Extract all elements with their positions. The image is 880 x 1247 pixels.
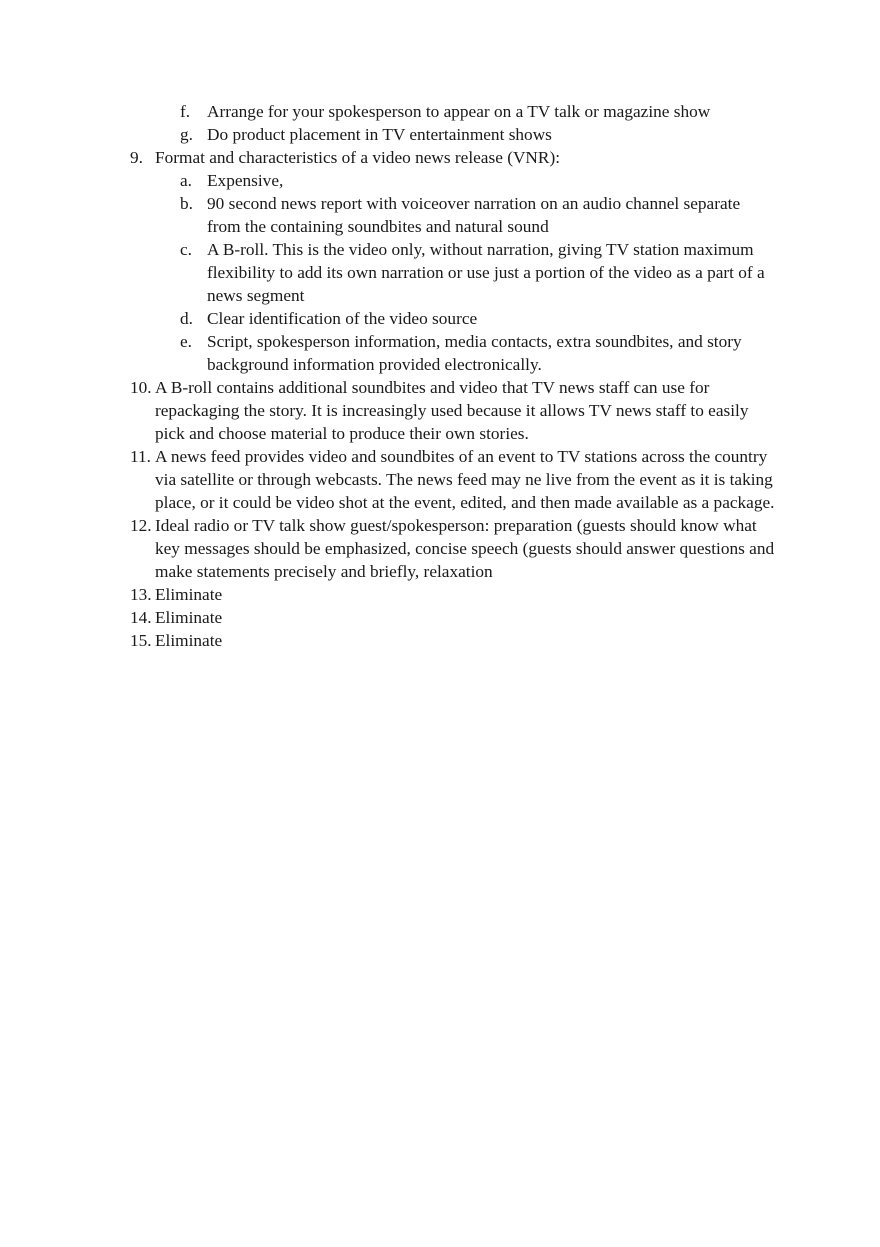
list-marker: 13.	[130, 585, 152, 604]
list-item-9b	[0, 192, 775, 238]
list-marker: e.	[180, 332, 192, 351]
list-item-text: Script, spokesperson information, media contacts, extra soundbites, and story background information provided electronically.	[207, 332, 742, 374]
list-item-10	[0, 376, 775, 445]
list-item-text: A B-roll. This is the video only, without narration, giving TV station maximum flexibility to add its own narration or use just a portion of the video as a part of a news segment	[207, 240, 765, 305]
list-item-f	[0, 100, 775, 123]
list-marker: d.	[180, 309, 193, 328]
list-marker: 10.	[130, 378, 152, 397]
list-item-9a	[0, 169, 775, 192]
list-marker: 14.	[130, 608, 152, 627]
list-marker: 9.	[130, 148, 143, 167]
list-item-text: Eliminate	[155, 585, 223, 604]
list-item-text: Arrange for your spokesperson to appear on a TV talk or magazine show	[207, 102, 711, 121]
list-item-14	[0, 606, 775, 629]
list-item-11	[0, 445, 775, 514]
list-item-9e	[0, 330, 775, 376]
list-item-text: Ideal radio or TV talk show guest/spokesperson: preparation (guests should know what key messages should be emphasized, concise speech (guests should answer questions and make statements precisely and briefly, relaxation	[155, 516, 775, 581]
list-item-g	[0, 123, 775, 146]
list-item-text: Do product placement in TV entertainment shows	[207, 125, 552, 144]
list-item-text: A news feed provides video and soundbites of an event to TV stations across the country via satellite or through webcasts. The news feed may ne live from the event as it is taking place, or it could be video shot at the event, edited, and then made available as a package.	[155, 447, 775, 512]
list-item-text: Eliminate	[155, 608, 223, 627]
list-marker: a.	[180, 171, 192, 190]
list-marker: 11.	[130, 447, 151, 466]
list-marker: g.	[180, 125, 193, 144]
list-item-15	[0, 629, 775, 652]
document-body	[0, 100, 880, 652]
list-item-text: Format and characteristics of a video news release (VNR):	[155, 148, 560, 167]
list-marker: c.	[180, 240, 192, 259]
list-item-text: 90 second news report with voiceover narration on an audio channel separate from the containing soundbites and natural sound	[207, 194, 741, 236]
list-item-12	[0, 514, 775, 583]
list-item-text: Expensive,	[207, 171, 284, 190]
list-marker: 12.	[130, 516, 152, 535]
list-marker: b.	[180, 194, 193, 213]
list-item-text: Clear identification of the video source	[207, 309, 478, 328]
list-item-9	[0, 146, 775, 169]
list-item-9c	[0, 238, 775, 307]
list-item-text: A B-roll contains additional soundbites and video that TV news staff can use for repackaging the story. It is increasingly used because it allows TV news staff to easily pick and choose material to produce their own stories.	[155, 378, 749, 443]
list-marker: f.	[180, 102, 191, 121]
list-item-text: Eliminate	[155, 631, 223, 650]
list-item-13	[0, 583, 775, 606]
list-item-9d	[0, 307, 775, 330]
list-marker: 15.	[130, 631, 152, 650]
